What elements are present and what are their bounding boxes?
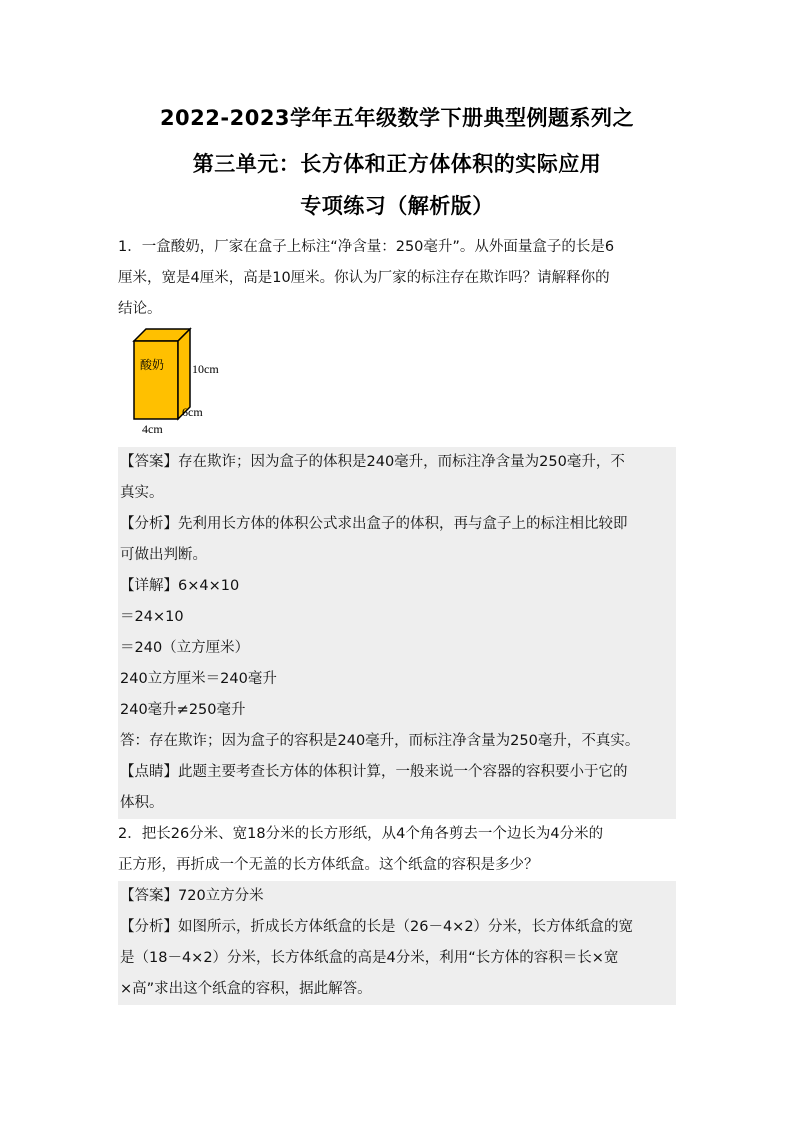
content-area: [118, 232, 676, 1005]
q1-comment-line-1: 【点睛】此题主要考查长方体的体积计算，一般来说一个容器的容积要小于它的: [120, 764, 628, 780]
q1-question-line-3: 结论。: [118, 301, 162, 317]
depth-label: 6cm: [182, 405, 203, 419]
q1-detail-line-4: 240立方厘米＝240毫升: [120, 671, 277, 687]
q1-detail-line-6: 答：存在欺诈；因为盒子的容积是240毫升，而标注净含量为250毫升，不真实。: [120, 733, 640, 749]
q1-comment-line-2: 体积。: [120, 795, 164, 811]
q1-detail-line-2: ＝24×10: [120, 609, 184, 625]
q2-analysis-line-2: 是（18－4×2）分米，长方体纸盒的高是4分米，利用“长方体的容积＝长×宽: [120, 950, 619, 966]
title-line-3: 专项练习（解析版）: [300, 194, 494, 218]
box-label-text: 酸奶: [140, 358, 165, 372]
q1-analysis-line-2: 可做出判断。: [120, 547, 207, 563]
q2-solution-block: [118, 881, 676, 1005]
q1-solution-block: [118, 447, 676, 819]
q1-answer-line-2: 真实。: [120, 485, 164, 501]
q1-detail-line-3: ＝240（立方厘米）: [120, 640, 250, 656]
q1-answer-line-1: 【答案】存在欺诈；因为盒子的体积是240毫升，而标注净含量为250毫升，不: [120, 454, 625, 470]
title-line-2: 第三单元：长方体和正方体体积的实际应用: [192, 152, 602, 176]
width-label: 4cm: [142, 422, 163, 436]
q2-analysis-line-3: ×高”求出这个纸盒的容积，据此解答。: [120, 981, 372, 997]
q1-analysis-line-1: 【分析】先利用长方体的体积公式求出盒子的体积，再与盒子上的标注相比较即: [120, 516, 628, 532]
q2-question-line-2: 正方形，再折成一个无盖的长方体纸盒。这个纸盒的容积是多少？: [118, 857, 539, 873]
q1-detail-line-5: 240毫升≠250毫升: [120, 702, 246, 718]
title-line-1: 2022-2023学年五年级数学下册典型例题系列之: [159, 106, 635, 130]
yogurt-box-drawing: [128, 327, 248, 439]
q1-question-line-1: 1．一盒酸奶，厂家在盒子上标注“净含量：250毫升”。从外面量盒子的长是6: [118, 239, 615, 255]
height-label: 10cm: [192, 362, 219, 376]
q2-answer-line-1: 【答案】720立方分米: [120, 888, 264, 904]
q1-question-line-2: 厘米，宽是4厘米，高是10厘米。你认为厂家的标注存在欺诈吗？请解释你的: [118, 270, 610, 286]
q1-detail-line-1: 【详解】6×4×10: [120, 578, 240, 594]
yogurt-box-figure: [118, 327, 676, 443]
q2-question-line-1: 2．把长26分米、宽18分米的长方形纸，从4个角各剪去一个边长为4分米的: [118, 826, 604, 842]
q2-analysis-line-1: 【分析】如图所示，折成长方体纸盒的长是（26－4×2）分米，长方体纸盒的宽: [120, 919, 634, 935]
box-front-face: [134, 341, 178, 419]
